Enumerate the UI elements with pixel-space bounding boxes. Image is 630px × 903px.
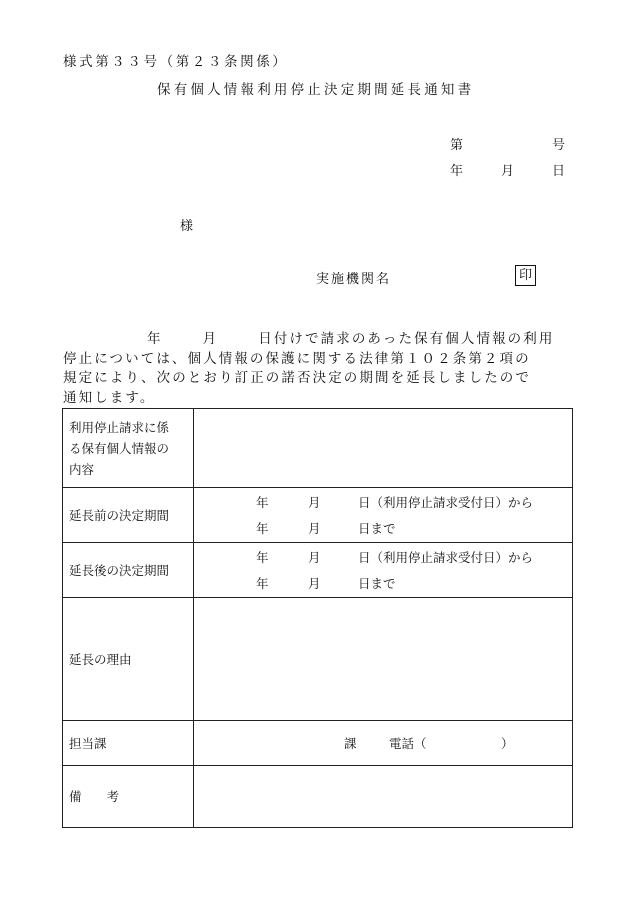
notice-body [63, 330, 578, 408]
before-from-day: 日（利用停止請求受付日）から [358, 495, 534, 510]
after-to-line [194, 570, 572, 596]
before-from-line [194, 489, 572, 515]
info-label-line-3: 内容 [69, 461, 95, 477]
body-line-3: 規定により、次のとおり訂正の諾否決定の期間を延長しましたので [63, 370, 531, 386]
phone-label: 電話（ [389, 736, 427, 751]
before-from-month: 月 [308, 495, 321, 510]
after-to-month: 月 [308, 576, 321, 591]
before-to-day: 日まで [358, 521, 396, 536]
phone-close: ） [501, 736, 514, 751]
body-line-4: 通知します。 [63, 389, 156, 406]
remarks-value-cell[interactable] [194, 766, 573, 828]
issue-date-day: 日 [552, 164, 566, 179]
seal-mark: 印 [515, 265, 536, 286]
document-number-label: 第 [450, 138, 464, 153]
body-line-1-text: 日付けで請求のあった保有個人情報の利用 [258, 331, 555, 347]
issue-date-year: 年 [450, 164, 464, 179]
section-value-cell[interactable] [194, 721, 573, 766]
info-label-line-1: 利用停止請求に係 [69, 419, 170, 435]
addressee-honorific: 様 [180, 219, 194, 234]
reason-value-cell[interactable] [194, 598, 573, 721]
before-label: 延長前の決定期間 [63, 488, 194, 543]
table-row-reason [63, 598, 573, 721]
after-from-line [194, 544, 572, 570]
before-value-cell[interactable] [194, 488, 573, 543]
after-from-month: 月 [308, 550, 321, 565]
body-line-1 [63, 330, 578, 350]
document-number-suffix: 号 [552, 138, 566, 153]
before-from-year: 年 [256, 495, 269, 510]
after-to-year: 年 [256, 576, 269, 591]
table-row-before [63, 488, 573, 543]
after-from-year: 年 [256, 550, 269, 565]
form-number: 様式第３３号（第２３条関係） [63, 54, 289, 70]
info-label-line-2: る保有個人情報の [69, 440, 170, 456]
remarks-label: 備 考 [63, 766, 194, 828]
body-year: 年 [147, 331, 163, 347]
reason-label: 延長の理由 [63, 598, 194, 721]
after-label: 延長後の決定期間 [63, 543, 194, 598]
section-phone-line [194, 734, 572, 752]
before-to-line [194, 515, 572, 541]
body-line-2: 停止については、個人情報の保護に関する法律第１０２条第２項の [63, 350, 531, 367]
table-row-section [63, 721, 573, 766]
table-row-after [63, 543, 573, 598]
info-label [63, 409, 194, 488]
before-to-month: 月 [308, 521, 321, 536]
issue-date-month: 月 [501, 164, 515, 179]
document-title: 保有個人情報利用停止決定期間延長通知書 [157, 82, 475, 98]
section-ka: 課 [344, 736, 357, 751]
table-row-remarks [63, 766, 573, 828]
after-value-cell[interactable] [194, 543, 573, 598]
after-from-day: 日（利用停止請求受付日）から [358, 550, 534, 565]
notice-table [62, 408, 573, 828]
agency-name-label: 実施機関名 [316, 272, 392, 287]
section-label: 担当課 [63, 721, 194, 766]
info-value-cell[interactable] [194, 409, 573, 488]
before-to-year: 年 [256, 521, 269, 536]
body-month: 月 [202, 331, 219, 347]
table-row-info [63, 409, 573, 488]
after-to-day: 日まで [358, 576, 396, 591]
